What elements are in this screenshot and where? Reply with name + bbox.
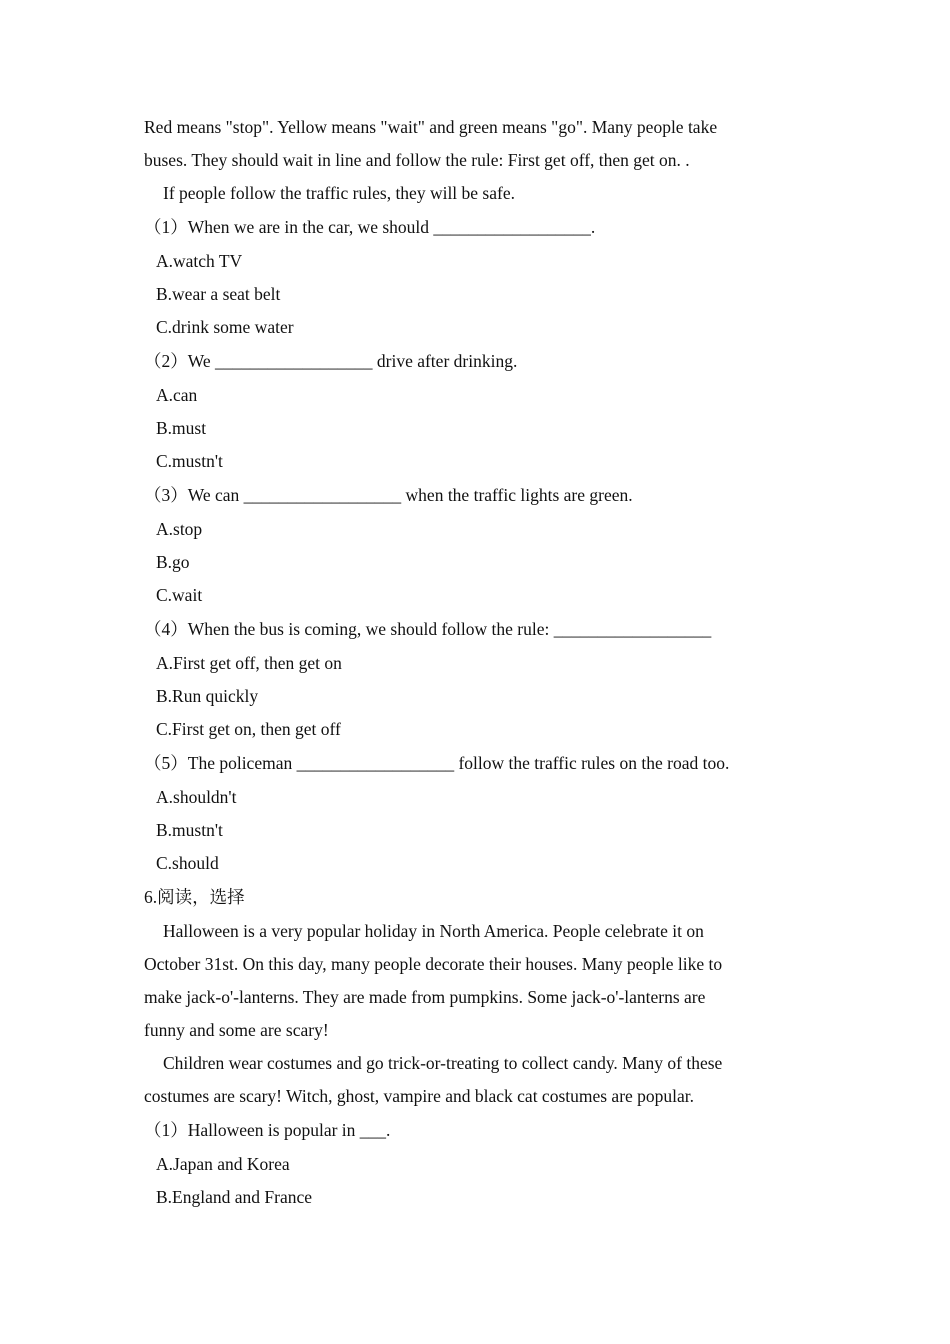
answer-option: A.watch TV bbox=[156, 251, 243, 271]
section-heading: 6.阅读，选择 bbox=[144, 887, 245, 907]
answer-option: A.stop bbox=[156, 519, 203, 539]
answer-option: B.England and France bbox=[156, 1187, 312, 1207]
answer-option: A.Japan and Korea bbox=[156, 1154, 290, 1174]
passage-line: costumes are scary! Witch, ghost, vampire and black cat costumes are popular. bbox=[144, 1086, 695, 1106]
answer-option: C.First get on, then get off bbox=[156, 719, 341, 739]
question-stem: （1）When we are in the car, we should __________________. bbox=[144, 217, 596, 237]
answer-option: B.mustn't bbox=[156, 820, 223, 840]
question-stem: （1）Halloween is popular in ___. bbox=[144, 1120, 391, 1140]
answer-option: B.Run quickly bbox=[156, 686, 259, 706]
passage-line: funny and some are scary! bbox=[144, 1020, 329, 1040]
passage-line: make jack-o'-lanterns. They are made from pumpkins. Some jack-o'-lanterns are bbox=[144, 987, 706, 1007]
passage-line: If people follow the traffic rules, they will be safe. bbox=[163, 183, 515, 203]
answer-option: B.wear a seat belt bbox=[156, 284, 281, 304]
answer-option: A.can bbox=[156, 385, 198, 405]
answer-option: C.mustn't bbox=[156, 451, 223, 471]
passage-line: buses. They should wait in line and follow the rule: First get off, then get on. . bbox=[144, 150, 690, 170]
passage-line: Red means "stop". Yellow means "wait" and green means "go". Many people take bbox=[144, 117, 718, 137]
answer-option: B.go bbox=[156, 552, 190, 572]
answer-option: B.must bbox=[156, 418, 207, 438]
answer-option: C.drink some water bbox=[156, 317, 294, 337]
question-stem: （2）We __________________ drive after drinking. bbox=[144, 351, 518, 371]
question-stem: （5）The policeman __________________ follow the traffic rules on the road too. bbox=[144, 753, 730, 773]
answer-option: C.should bbox=[156, 853, 219, 873]
question-stem: （4）When the bus is coming, we should follow the rule: __________________ bbox=[144, 619, 712, 639]
answer-option: A.shouldn't bbox=[156, 787, 237, 807]
question-stem: （3）We can __________________ when the traffic lights are green. bbox=[144, 485, 633, 505]
passage-line: Halloween is a very popular holiday in North America. People celebrate it on bbox=[163, 921, 704, 941]
answer-option: C.wait bbox=[156, 585, 203, 605]
passage-line: Children wear costumes and go trick-or-treating to collect candy. Many of these bbox=[163, 1053, 723, 1073]
passage-line: October 31st. On this day, many people decorate their houses. Many people like to bbox=[144, 954, 723, 974]
answer-option: A.First get off, then get on bbox=[156, 653, 342, 673]
